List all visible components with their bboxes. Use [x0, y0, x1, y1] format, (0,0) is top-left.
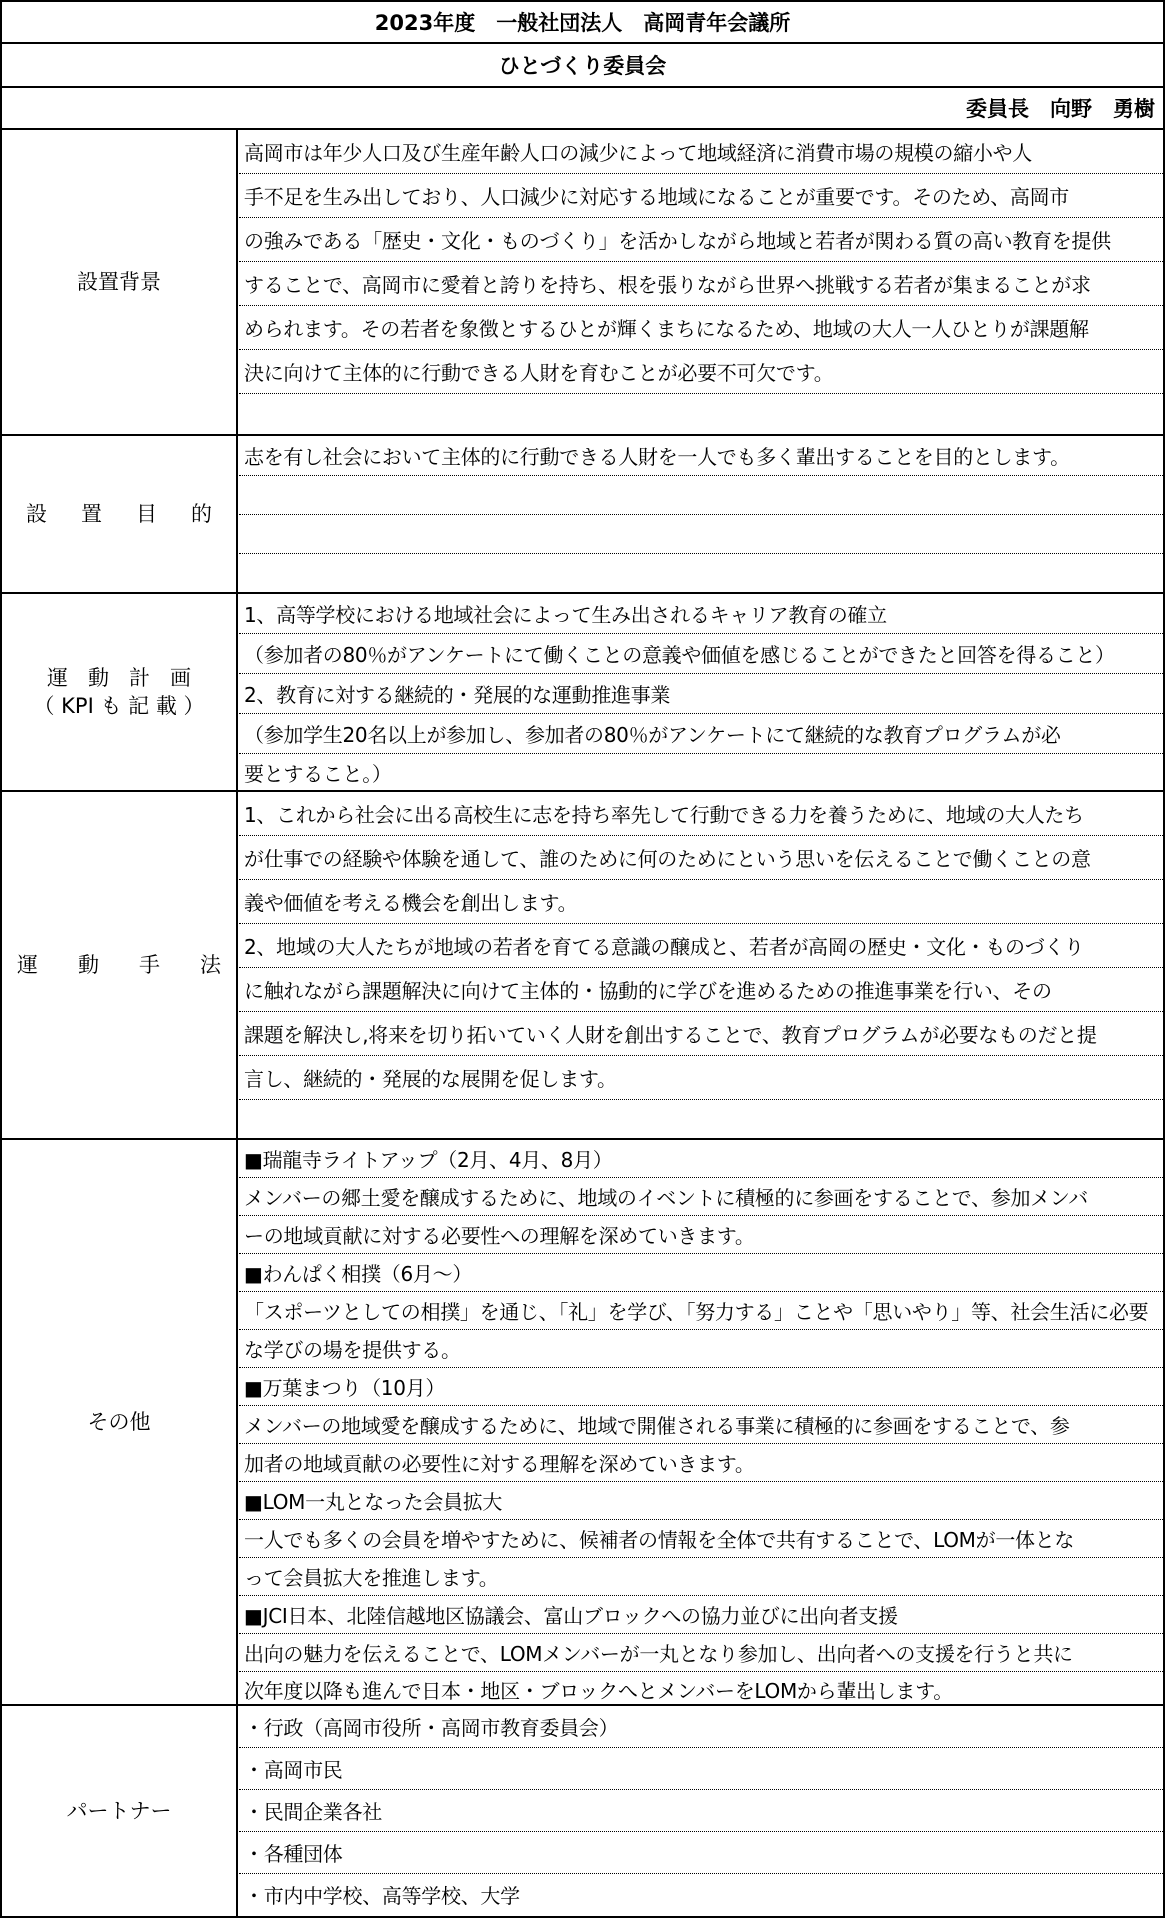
other-lines [239, 1140, 1163, 1706]
label-plan [2, 594, 238, 790]
text-line: に触れながら課題解決に向けて主体的・協動的に学びを進めるための推進事業を行い、その [239, 968, 1163, 1012]
text-line [239, 394, 1163, 438]
text-line: 志を有し社会において主体的に行動できる人財を一人でも多く輩出することを目的とします。 [239, 436, 1163, 476]
text-line: ・民間企業各社 [239, 1790, 1163, 1832]
text-line: 加者の地域貢献の必要性に対する理解を深めていきます。 [239, 1444, 1163, 1482]
label-partners-text: パートナー [66, 1799, 172, 1823]
text-line: ・市内中学校、高等学校、大学 [244, 1883, 520, 1908]
section-partners [0, 1704, 1165, 1918]
partners-lines [239, 1706, 1163, 1914]
section-other [0, 1138, 1165, 1706]
text-line: 言し、継続的・発展的な展開を促します。 [239, 1056, 1163, 1100]
chair-name-row [0, 86, 1165, 130]
organization-title [0, 0, 1165, 44]
text-line: められます。その若者を象徴とするひとが輝くまちになるため、地域の大人一人ひとりが課題解 [239, 306, 1163, 350]
text-line: ・各種団体 [239, 1832, 1163, 1874]
label-plan-note: （ KPI も 記 載 ） [33, 694, 205, 718]
background-lines [239, 130, 1163, 438]
purpose-lines [239, 436, 1163, 592]
section-method [0, 790, 1165, 1140]
text-line: メンバーの地域愛を醸成するために、地域で開催される事業に積極的に参画をすることで、参 [239, 1406, 1163, 1444]
text-line: が仕事での経験や体験を通して、誰のために何のためにという思いを伝えることで働くことの意 [239, 836, 1163, 880]
method-lines [239, 792, 1163, 1138]
label-background-text: 設置背景 [77, 270, 161, 294]
text-line: 2、地域の大人たちが地域の若者を育てる意識の醸成と、若者が高岡の歴史・文化・ものづくり [239, 924, 1163, 968]
text-line [239, 1100, 1163, 1138]
text-line: （参加者の80％がアンケートにて働くことの意義や価値を感じることができたと回答を得ること） [239, 634, 1163, 674]
label-purpose [2, 436, 246, 592]
text-line: の強みである「歴史・文化・ものづくり」を活かしながら地域と若者が関わる質の高い教育を提供 [239, 218, 1163, 262]
section-background [0, 128, 1165, 436]
committee-title [0, 42, 1165, 88]
text-line [239, 515, 1163, 554]
text-line: 高岡市は年少人口及び生産年齢人口の減少によって地域経済に消費市場の規模の縮小や人 [239, 130, 1163, 174]
text-line: ■LOM一丸となった会員拡大 [239, 1482, 1163, 1520]
text-line: ■万葉まつり（10月） [239, 1368, 1163, 1406]
text-line: メンバーの郷土愛を醸成するために、地域のイベントに積極的に参画をすることで、参加メンバ [239, 1178, 1163, 1216]
label-other [2, 1140, 238, 1704]
committee-title-text: ひとづくり委員会 [498, 54, 667, 78]
section-purpose [0, 434, 1165, 594]
text-line: ・高岡市民 [239, 1748, 1163, 1790]
plan-lines [239, 594, 1163, 790]
label-method [2, 792, 261, 1138]
text-line: って会員拡大を推進します。 [239, 1558, 1163, 1596]
chair-name: 委員長 向野 勇樹 [966, 97, 1155, 121]
text-line: 「スポーツとしての相撲」を通じ、「礼」を学び、「努力する」ことや「思いやり」等、社会生活に必要 [239, 1292, 1163, 1330]
label-background [2, 130, 238, 434]
text-line: な学びの場を提供する。 [239, 1330, 1163, 1368]
label-partners [2, 1706, 238, 1916]
text-line [239, 554, 1163, 592]
text-line: 決に向けて主体的に行動できる人財を育むことが必要不可欠です。 [239, 350, 1163, 394]
text-line: 課題を解決し,将来を切り拓いていく人財を創出することで、教育プログラムが必要なものだと提 [239, 1012, 1163, 1056]
label-method-text: 運動手法 [17, 953, 261, 977]
text-line: ■わんぱく相撲（6月～） [239, 1254, 1163, 1292]
text-line: （参加学生20名以上が参加し、参加者の80％がアンケートにて継続的な教育プログラムが必 [239, 714, 1163, 754]
text-line [239, 476, 1163, 515]
label-other-text: その他 [87, 1410, 151, 1434]
text-line: 2、教育に対する継続的・発展的な運動推進事業 [239, 674, 1163, 714]
label-plan-text: 運動計画 [46, 666, 211, 690]
text-line: することで、高岡市に愛着と誇りを持ち、根を張りながら世界へ挑戦する若者が集まることが求 [239, 262, 1163, 306]
text-line: 1、高等学校における地域社会によって生み出されるキャリア教育の確立 [239, 594, 1163, 634]
organization-title-text: 2023年度 一般社団法人 高岡青年会議所 [374, 11, 791, 35]
text-line: 次年度以降も進んで日本・地区・ブロックへとメンバーをLOMから輩出します。 [244, 1678, 953, 1703]
text-line: 出向の魅力を伝えることで、LOMメンバーが一丸となり参加し、出向者への支援を行うと共に [239, 1634, 1163, 1672]
text-line: 1、これから社会に出る高校生に志を持ち率先して行動できる力を養うために、地域の大人たち [239, 792, 1163, 836]
text-line: 手不足を生み出しており、人口減少に対応する地域になることが重要です。そのため、高岡市 [239, 174, 1163, 218]
text-line: 要とすること。） [244, 761, 392, 786]
label-purpose-text: 設置目的 [26, 502, 246, 526]
text-line: 義や価値を考える機会を創出します。 [239, 880, 1163, 924]
text-line: ■JCI日本、北陸信越地区協議会、富山ブロックへの協力並びに出向者支援 [239, 1596, 1163, 1634]
text-line: ■瑞龍寺ライトアップ（2月、4月、8月） [239, 1140, 1163, 1178]
section-plan [0, 592, 1165, 792]
text-line: 一人でも多くの会員を増やすために、候補者の情報を全体で共有することで、LOMが一体とな [239, 1520, 1163, 1558]
text-line: ・行政（高岡市役所・高岡市教育委員会） [239, 1706, 1163, 1748]
text-line: ーの地域貢献に対する必要性への理解を深めていきます。 [239, 1216, 1163, 1254]
